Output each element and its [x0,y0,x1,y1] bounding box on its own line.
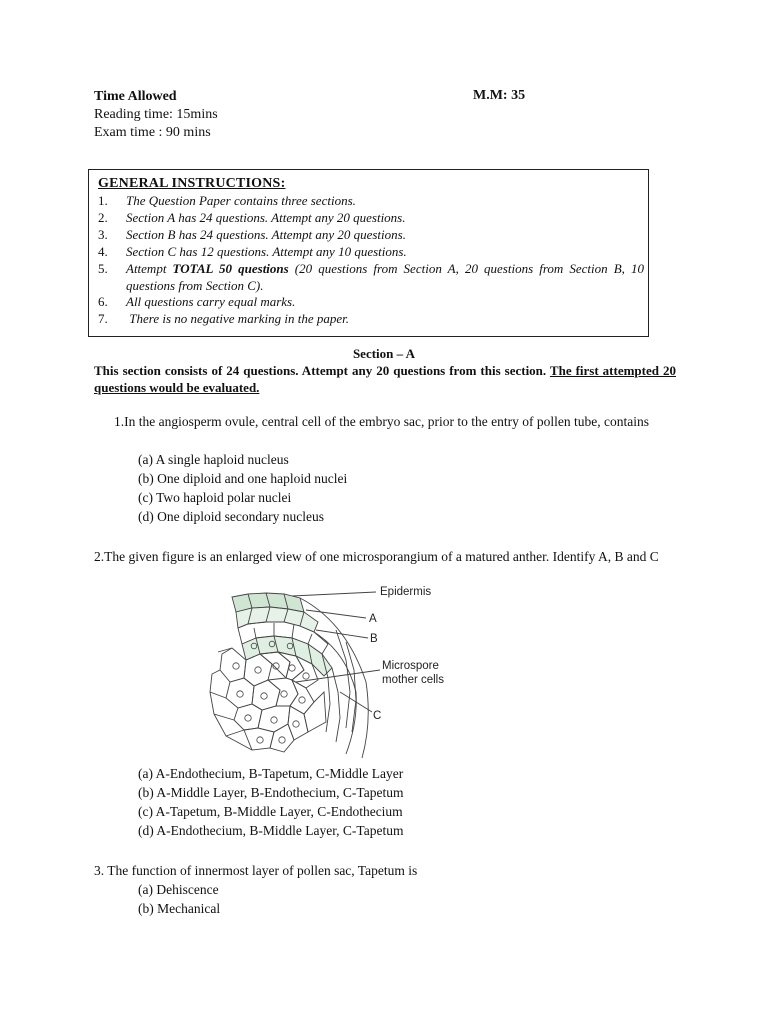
question-3-option-b: (b) Mechanical [138,901,221,916]
question-2-option-b: (b) A-Middle Layer, B-Endothecium, C-Tapetum [138,785,404,800]
section-description: This section consists of 24 questions. Attempt any 20 questions from this section. The first attempted 20 questions would be evaluated. [94,363,676,395]
question-2-stem: 2.The given figure is an enlarged view of one microsporangium of a matured anther. Identify A, B and C [94,549,659,564]
microsporangium-diagram [196,582,448,760]
exam-time: Exam time : 90 mins [94,125,211,140]
question-2-option-a: (a) A-Endothecium, B-Tapetum, C-Middle Layer [138,766,404,781]
question-1-stem: 1.In the angiosperm ovule, central cell of the embryo sac, prior to the entry of pollen tube, contains [114,414,649,429]
question-1-option-b: (b) One diploid and one haploid nuclei [138,471,348,486]
max-marks: M.M: 35 [473,88,526,103]
figure-label-a: A [369,613,377,625]
microsporangium-figure [196,582,448,760]
question-1-option-c: (c) Two haploid polar nuclei [138,490,292,505]
figure-label-epidermis: Epidermis [380,586,432,598]
instructions-title: GENERAL INSTRUCTIONS: [98,176,286,191]
time-allowed-label: Time Allowed [94,89,177,104]
exam-header-info [94,88,218,142]
figure-label-microspore: Microspore [382,660,439,672]
figure-label-mother-cells: mother cells [382,674,444,686]
question-3-option-a: (a) Dehiscence [138,882,219,897]
question-3-stem: 3. The function of innermost layer of pollen sac, Tapetum is [94,863,418,878]
question-1-option-a: (a) A single haploid nucleus [138,452,289,467]
general-instructions-box: GENERAL INSTRUCTIONS: 1. The Question Paper contains three sections. 2. Section A has 24 questions. Attempt any 20 questions. 3. Section B has 24 questions. Attempt any 20 questions. 4. Section C has 12 questions. Attempt any 10 questions. 5. Attempt TOTAL 50 questions (20 questions from Section A, 20 questions from Section B, 10 questions from Section C). 6. All questions carry equal marks. 7. There is no negative marking in the paper. [88,169,649,337]
question-2-option-c: (c) A-Tapetum, B-Middle Layer, C-Endothecium [138,804,403,819]
question-2-option-d: (d) A-Endothecium, B-Middle Layer, C-Tapetum [138,823,404,838]
question-1-option-d: (d) One diploid secondary nucleus [138,509,324,524]
reading-time: Reading time: 15mins [94,107,218,122]
figure-label-c: C [373,710,382,722]
figure-label-b: B [370,633,378,645]
section-title: Section – A [352,346,416,361]
